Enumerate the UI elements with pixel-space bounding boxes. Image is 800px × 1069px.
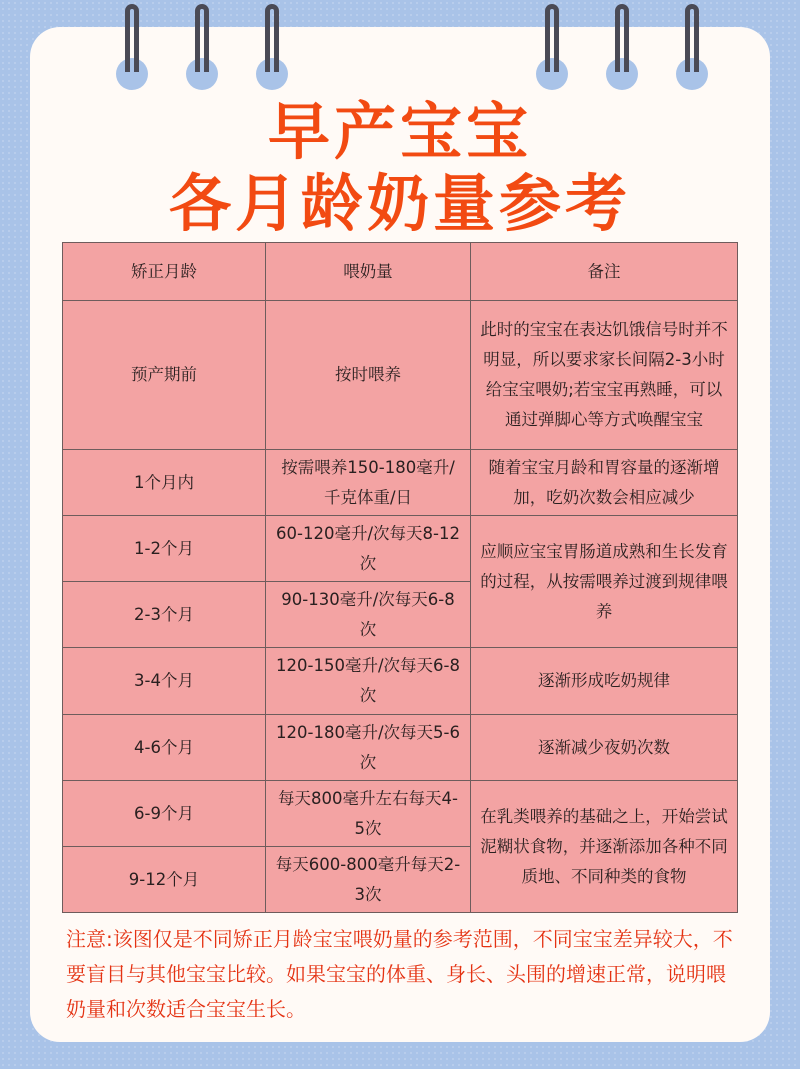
table-row	[63, 715, 738, 781]
binder-ring-icon	[125, 4, 139, 72]
binder-ring-icon	[615, 4, 629, 72]
amount-cell: 按需喂养150-180毫升/千克体重/日	[266, 450, 471, 516]
age-cell: 3-4个月	[63, 648, 266, 715]
age-cell: 9-12个月	[63, 847, 266, 913]
age-cell: 6-9个月	[63, 781, 266, 847]
binder-ring-icon	[545, 4, 559, 72]
age-cell: 2-3个月	[63, 582, 266, 648]
table-row	[63, 781, 738, 847]
amount-cell: 60-120毫升/次每天8-12次	[266, 516, 471, 582]
table-row	[63, 648, 738, 715]
age-cell: 1个月内	[63, 450, 266, 516]
binder-ring-icon	[685, 4, 699, 72]
note-cell: 此时的宝宝在表达饥饿信号时并不明显，所以要求家长间隔2-3小时给宝宝喂奶;若宝宝再熟睡，可以通过弹脚心等方式唤醒宝宝	[471, 301, 738, 450]
table-header-row	[63, 243, 738, 301]
table-row	[63, 516, 738, 582]
age-cell: 1-2个月	[63, 516, 266, 582]
table-row	[63, 301, 738, 450]
age-cell: 预产期前	[63, 301, 266, 450]
note-cell: 逐渐形成吃奶规律	[471, 648, 738, 715]
header-note: 备注	[471, 243, 738, 301]
amount-cell: 90-130毫升/次每天6-8次	[266, 582, 471, 648]
header-amount: 喂奶量	[266, 243, 471, 301]
amount-cell: 按时喂养	[266, 301, 471, 450]
table-row	[63, 450, 738, 516]
note-cell: 随着宝宝月龄和胃容量的逐渐增加，吃奶次数会相应减少	[471, 450, 738, 516]
amount-cell: 120-150毫升/次每天6-8次	[266, 648, 471, 715]
amount-cell: 120-180毫升/次每天5-6次	[266, 715, 471, 781]
note-cell: 在乳类喂养的基础之上，开始尝试泥糊状食物，并逐渐添加各种不同质地、不同种类的食物	[471, 781, 738, 913]
notice-text: 注意:该图仅是不同矫正月龄宝宝喂奶量的参考范围，不同宝宝差异较大，不要盲目与其他宝宝比较。如果宝宝的体重、身长、头围的增速正常，说明喂奶量和次数适合宝宝生长。	[66, 927, 733, 1021]
note-cell: 应顺应宝宝胃肠道成熟和生长发育的过程，从按需喂养过渡到规律喂养	[471, 516, 738, 648]
page-title: 早产宝宝	[267, 95, 532, 168]
binder-ring-icon	[265, 4, 279, 72]
amount-cell: 每天600-800毫升每天2-3次	[266, 847, 471, 913]
binder-ring-icon	[195, 4, 209, 72]
note-cell: 逐渐减少夜奶次数	[471, 715, 738, 781]
age-cell: 4-6个月	[63, 715, 266, 781]
page-subtitle: 各月龄奶量参考	[168, 167, 631, 240]
amount-cell: 每天800毫升左右每天4-5次	[266, 781, 471, 847]
header-age: 矫正月龄	[63, 243, 266, 301]
feeding-table	[62, 242, 738, 913]
